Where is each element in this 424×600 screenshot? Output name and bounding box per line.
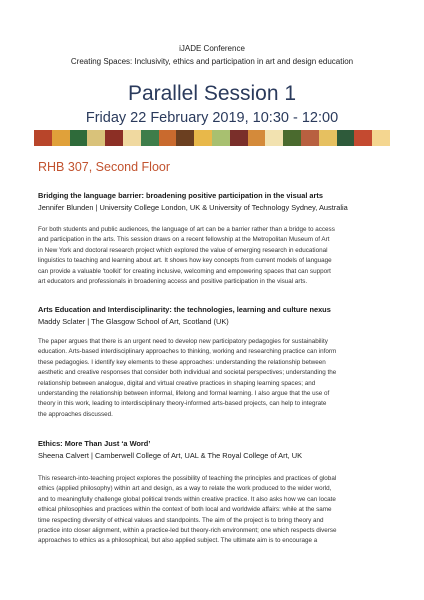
abstract-line: ethical philosophies and practices within the context of both local and worldwide affairs: while at the same: [38, 506, 332, 514]
band-stripe: [319, 130, 337, 146]
band-stripe: [354, 130, 372, 146]
abstract-line: the approaches discussed.: [38, 410, 113, 418]
band-stripe: [52, 130, 70, 146]
abstract-line: and to meaningfully challenge global political trends within creative practice. It also asks how we can locate: [38, 495, 336, 503]
band-stripe: [372, 130, 390, 146]
band-stripe: [230, 130, 248, 146]
session-title: Parallel Session 1: [127, 82, 297, 105]
abstract-line: For both students and public audiences, the language of art can be a barrier rather than a bridge to access: [38, 226, 335, 233]
talk-title: Bridging the language barrier: broadening positive participation in the visual arts: [38, 191, 323, 200]
band-stripe: [70, 130, 88, 146]
abstract-line: art educators and professionals in broadening access and positive participation in the visual arts.: [38, 278, 308, 286]
abstract-line: time respecting diversity of ethical values and standpoints. The aim of the project is to bring theory and: [38, 516, 324, 524]
conference-name: iJADE Conference: [179, 44, 245, 53]
abstract-line: The paper argues that there is an urgent need to develop new participatory pedagogies for sustainability: [38, 338, 328, 345]
talk-abstract: [38, 225, 390, 287]
abstract-line: can provide a valuable 'toolkit' for creating inclusive, welcoming and empowering spaces that can support: [38, 267, 331, 275]
band-stripe: [87, 130, 105, 146]
talk-author: Sheena Calvert | Camberwell College of Art, UAL & The Royal College of Art, UK: [38, 451, 303, 460]
band-stripe: [141, 130, 159, 146]
talk-author: Maddy Sclater | The Glasgow School of Art, Scotland (UK): [38, 317, 229, 326]
abstract-line: linguistics to teaching and learning about art. It shows how key concepts from current models of language: [38, 257, 332, 265]
session-date: Friday 22 February 2019, 10:30 - 12:00: [85, 110, 339, 126]
band-stripe: [159, 130, 177, 146]
decorative-art-band: [34, 130, 390, 146]
abstract-line: This research-into-teaching project explores the possibility of teaching the principles and practices of global: [38, 475, 337, 482]
talk-abstract: [38, 337, 390, 420]
band-stripe: [212, 130, 230, 146]
band-stripe: [248, 130, 266, 146]
abstract-line: theory in this work, leading to interdisciplinary theory-informed arts-based projects, can help to integrate: [38, 400, 327, 408]
abstract-line: in New York and doctoral research project which explored the value of emerging research in educational: [38, 246, 328, 254]
band-stripe: [105, 130, 123, 146]
talk-title: Ethics: More Than Just ‘a Word’: [38, 439, 151, 448]
band-stripe: [265, 130, 283, 146]
band-stripe: [301, 130, 319, 146]
abstract-line: aesthetic and creative responses that consider both individual and societal perspectives; understanding the: [38, 369, 337, 377]
band-stripe: [337, 130, 355, 146]
talk-title: Arts Education and Interdisciplinarity: the technologies, learning and culture nexus: [38, 305, 331, 314]
abstract-line: practice into closer alignment, within a practice-led but theory-rich environment; one which respects diverse: [38, 527, 337, 535]
abstract-line: understanding the relationship between informal, lifelong and formal learning. I also argue that the use of: [38, 390, 330, 398]
band-stripe: [283, 130, 301, 146]
conference-subtitle: Creating Spaces: Inclusivity, ethics and participation in art and design education: [70, 57, 354, 66]
room-heading: RHB 307, Second Floor: [38, 160, 171, 174]
abstract-line: ethics (applied philosophy) within art and design, as a way to relate the work produced to the wider world,: [38, 485, 332, 493]
abstract-line: approaches to ethics as a philosophical, but also applied subject. The ultimate aim is to encourage a: [38, 537, 318, 545]
band-stripe: [123, 130, 141, 146]
abstract-line: education. Arts-based interdisciplinary approaches to thinking, working and researching practice can inform: [38, 348, 337, 356]
abstract-line: and participation in the arts. This session draws on a recent fellowship at the Metropolitan Museum of Art: [38, 236, 330, 244]
abstract-line: these pedagogies. I identify key elements to these approaches: understanding the relationship between: [38, 358, 326, 366]
talk-abstract: [38, 474, 390, 547]
band-stripe: [194, 130, 212, 146]
band-stripe: [34, 130, 52, 146]
band-stripe: [176, 130, 194, 146]
abstract-line: relationship between analogue, digital and virtual creative practices in shaping learning spaces; and: [38, 379, 316, 387]
talk-author: Jennifer Blunden | University College London, UK & University of Technology Sydney, Australia: [38, 203, 348, 212]
